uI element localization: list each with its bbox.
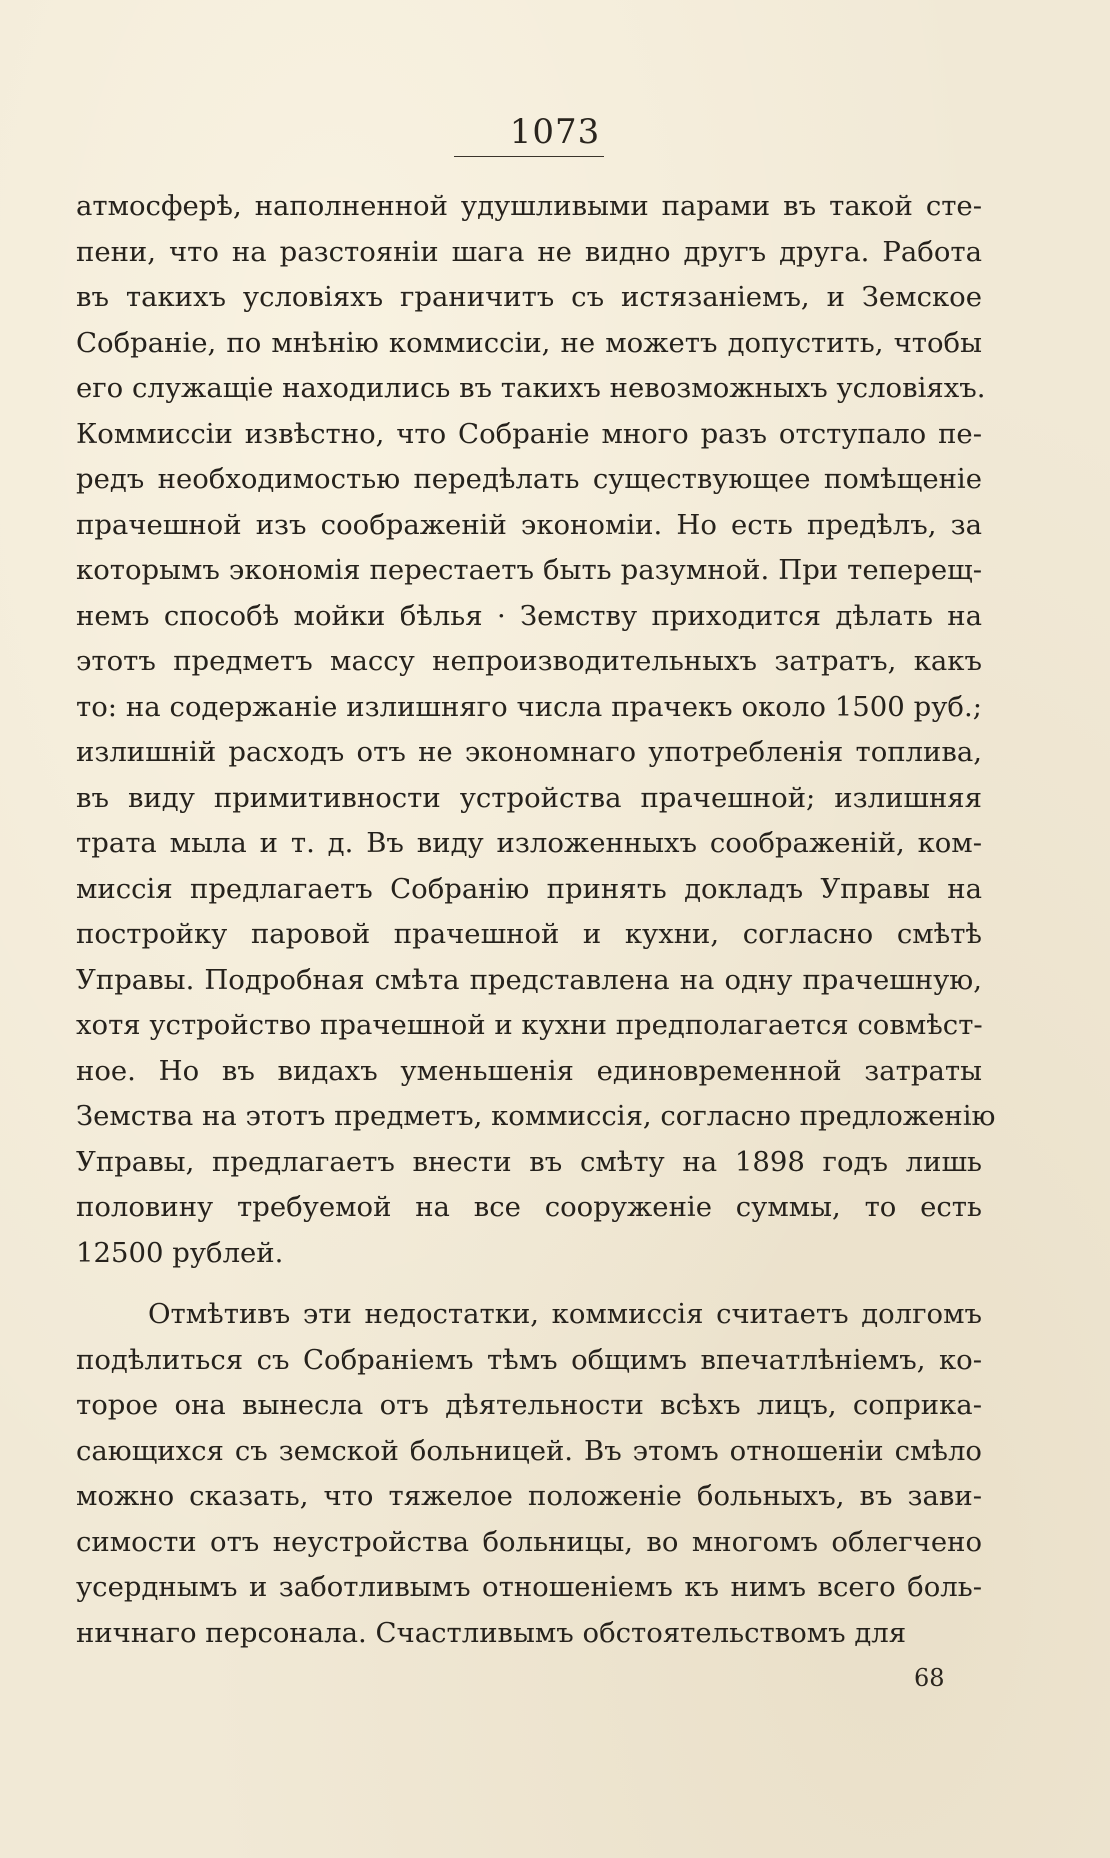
text-line: пени, что на разстояніи шага не видно другъ друга. Работа bbox=[76, 235, 982, 268]
text-line: хотя устройство прачешной и кухни предполагается совмѣст- bbox=[76, 1009, 983, 1041]
text-line: прачешной изъ соображеній экономіи. Но есть предѣлъ, за bbox=[76, 508, 982, 541]
text-line: 12500 рублей. bbox=[76, 1236, 284, 1269]
text-line: торое она вынесла отъ дѣятельности всѣхъ лицъ, соприка- bbox=[76, 1389, 982, 1421]
text-line: усерднымъ и заботливымъ отношеніемъ къ нимъ всего боль- bbox=[76, 1571, 982, 1603]
paragraph bbox=[76, 1292, 982, 1656]
text-line: Коммиссіи извѣстно, что Собраніе много разъ отступало пе- bbox=[76, 417, 982, 450]
text-line: Управы, предлагаетъ внести въ смѣту на 1898 годъ лишь bbox=[76, 1145, 982, 1178]
text-line: то: на содержаніе излишняго числа прачекъ около 1500 руб.; bbox=[76, 690, 982, 723]
paragraph bbox=[76, 184, 996, 1276]
text-line: Управы. Подробная смѣта представлена на одну прачешную, bbox=[76, 963, 982, 996]
text-line: которымъ экономія перестаетъ быть разумной. При теперещ- bbox=[76, 554, 982, 586]
text-line: этотъ предметъ массу непроизводительныхъ затратъ, какъ bbox=[76, 645, 982, 677]
text-line: въ виду примитивности устройства прачешной; излишняя bbox=[76, 781, 982, 814]
text-line: Отмѣтивъ эти недостатки, коммиссія считаетъ долгомъ bbox=[148, 1298, 982, 1330]
text-line: ничнаго персонала. Счастливымъ обстоятельствомъ для bbox=[76, 1616, 907, 1649]
page-number: 1073 bbox=[509, 112, 601, 152]
paragraph-gap bbox=[76, 1276, 982, 1292]
text-line: Земства на этотъ предметъ, коммиссія, согласно предложенію bbox=[76, 1100, 996, 1132]
text-line: ное. Но въ видахъ уменьшенія единовременной затраты bbox=[76, 1054, 982, 1087]
text-line: Собраніе, по мнѣнію коммиссіи, не можетъ допустить, чтобы bbox=[76, 326, 982, 359]
text-line: атмосферѣ, наполненной удушливыми парами въ такой сте- bbox=[76, 190, 982, 222]
page-number-rule bbox=[454, 156, 604, 157]
text-line: симости отъ неустройства больницы, во многомъ облегчено bbox=[76, 1525, 982, 1558]
text-line: половину требуемой на все сооруженіе суммы, то есть bbox=[76, 1191, 982, 1223]
text-line: сающихся съ земской больницей. Въ этомъ отношеніи смѣло bbox=[76, 1434, 982, 1467]
text-line: редъ необходимостью передѣлать существующее помѣщеніе bbox=[76, 463, 982, 495]
text-line: подѣлиться съ Собраніемъ тѣмъ общимъ впечатлѣніемъ, ко- bbox=[76, 1343, 982, 1376]
text-line: немъ способѣ мойки бѣлья · Земству приходится дѣлать на bbox=[76, 599, 982, 632]
text-line: его служащіе находились въ такихъ невозможныхъ условіяхъ. bbox=[76, 372, 986, 404]
text-line: въ такихъ условіяхъ граничитъ съ истязаніемъ, и Земское bbox=[76, 281, 982, 313]
text-line: излишній расходъ отъ не экономнаго употребленія топлива, bbox=[76, 736, 982, 768]
text-line: миссія предлагаетъ Собранію принять докладъ Управы на bbox=[76, 872, 982, 905]
text-line: трата мыла и т. д. Въ виду изложенныхъ соображеній, ком- bbox=[76, 827, 982, 859]
text-line: постройку паровой прачешной и кухни, согласно смѣтѣ bbox=[76, 918, 982, 950]
body-text bbox=[76, 184, 996, 1656]
signature-mark: 68 bbox=[914, 1664, 945, 1692]
text-line: можно сказать, что тяжелое положеніе больныхъ, въ зави- bbox=[76, 1480, 982, 1512]
